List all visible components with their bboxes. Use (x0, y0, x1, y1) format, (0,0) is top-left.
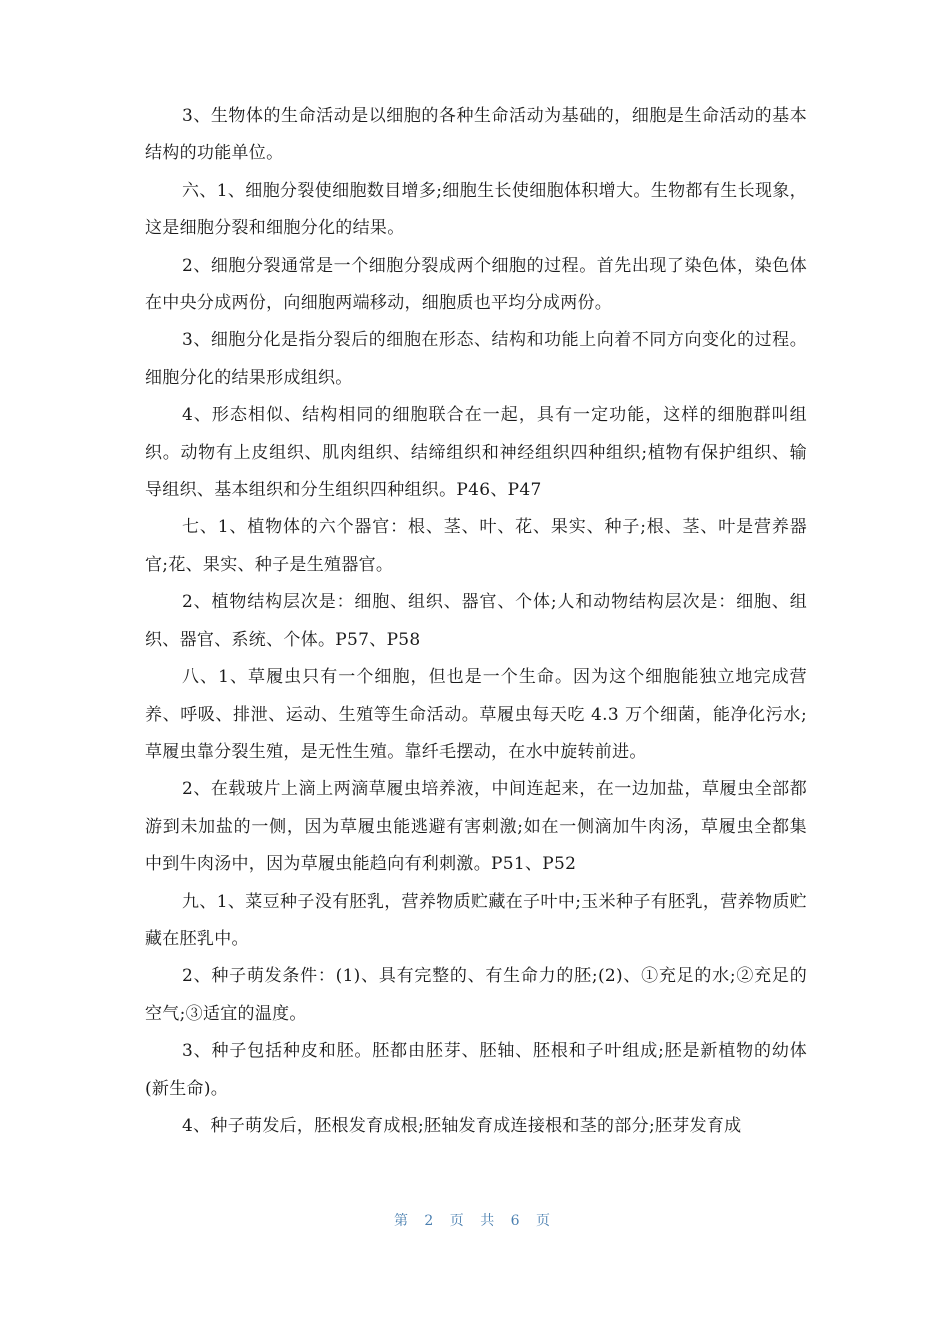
paragraph: 3、生物体的生命活动是以细胞的各种生命活动为基础的，细胞是生命活动的基本结构的功能单位。 (145, 106, 807, 164)
paragraph: 3、细胞分化是指分裂后的细胞在形态、结构和功能上向着不同方向变化的过程。细胞分化的结果形成组织。 (145, 330, 807, 388)
paragraph: 2、种子萌发条件：(1)、具有完整的、有生命力的胚;(2)、①充足的水;②充足的空气;③适宜的温度。 (145, 966, 807, 1024)
paragraph: 六、1、细胞分裂使细胞数目增多;细胞生长使细胞体积增大。生物都有生长现象，这是细胞分裂和细胞分化的结果。 (145, 180, 807, 239)
paragraph: 八、1、草履虫只有一个细胞，但也是一个生命。因为这个细胞能独立地完成营养、呼吸、排泄、运动、生殖等生命活动。草履虫每天吃 4.3 万个细菌，能净化污水;草履虫靠分裂生殖，是无性生殖。靠纤毛摆动，在水中旋转前进。 (145, 667, 807, 762)
paragraph: 2、在载玻片上滴上两滴草履虫培养液，中间连起来，在一边加盐，草履虫全部都游到未加盐的一侧，因为草履虫能逃避有害刺激;如在一侧滴加牛肉汤，草履虫全都集中到牛肉汤中，因为草履虫能趋向有利刺激。P51、P52 (145, 779, 807, 875)
paragraph: 九、1、菜豆种子没有胚乳，营养物质贮藏在子叶中;玉米种子有胚乳，营养物质贮藏在胚乳中。 (145, 891, 807, 949)
paragraph: 4、形态相似、结构相同的细胞联合在一起，具有一定功能，这样的细胞群叫组织。动物有上皮组织、肌肉组织、结缔组织和神经组织四种组织;植物有保护组织、输导组织、基本组织和分生组织四种组织。P46、P47 (145, 405, 807, 501)
paragraph: 3、种子包括种皮和胚。胚都由胚芽、胚轴、胚根和子叶组成;胚是新植物的幼体(新生命)。 (145, 1041, 807, 1099)
document-body (145, 98, 807, 1145)
paragraph: 2、细胞分裂通常是一个细胞分裂成两个细胞的过程。首先出现了染色体，染色体在中央分成两份，向细胞两端移动，细胞质也平均分成两份。 (145, 255, 807, 314)
paragraph: 4、种子萌发后，胚根发育成根;胚轴发育成连接根和茎的部分;胚芽发育成 (182, 1115, 742, 1136)
paragraph: 2、植物结构层次是：细胞、组织、器官、个体;人和动物结构层次是：细胞、组织、器官、系统、个体。P57、P58 (145, 592, 807, 650)
paragraph: 七、1、植物体的六个器官：根、茎、叶、花、果实、种子;根、茎、叶是营养器官;花、果实、种子是生殖器官。 (145, 517, 807, 575)
page-number-footer: 第 2 页 共 6 页 (393, 1213, 557, 1229)
